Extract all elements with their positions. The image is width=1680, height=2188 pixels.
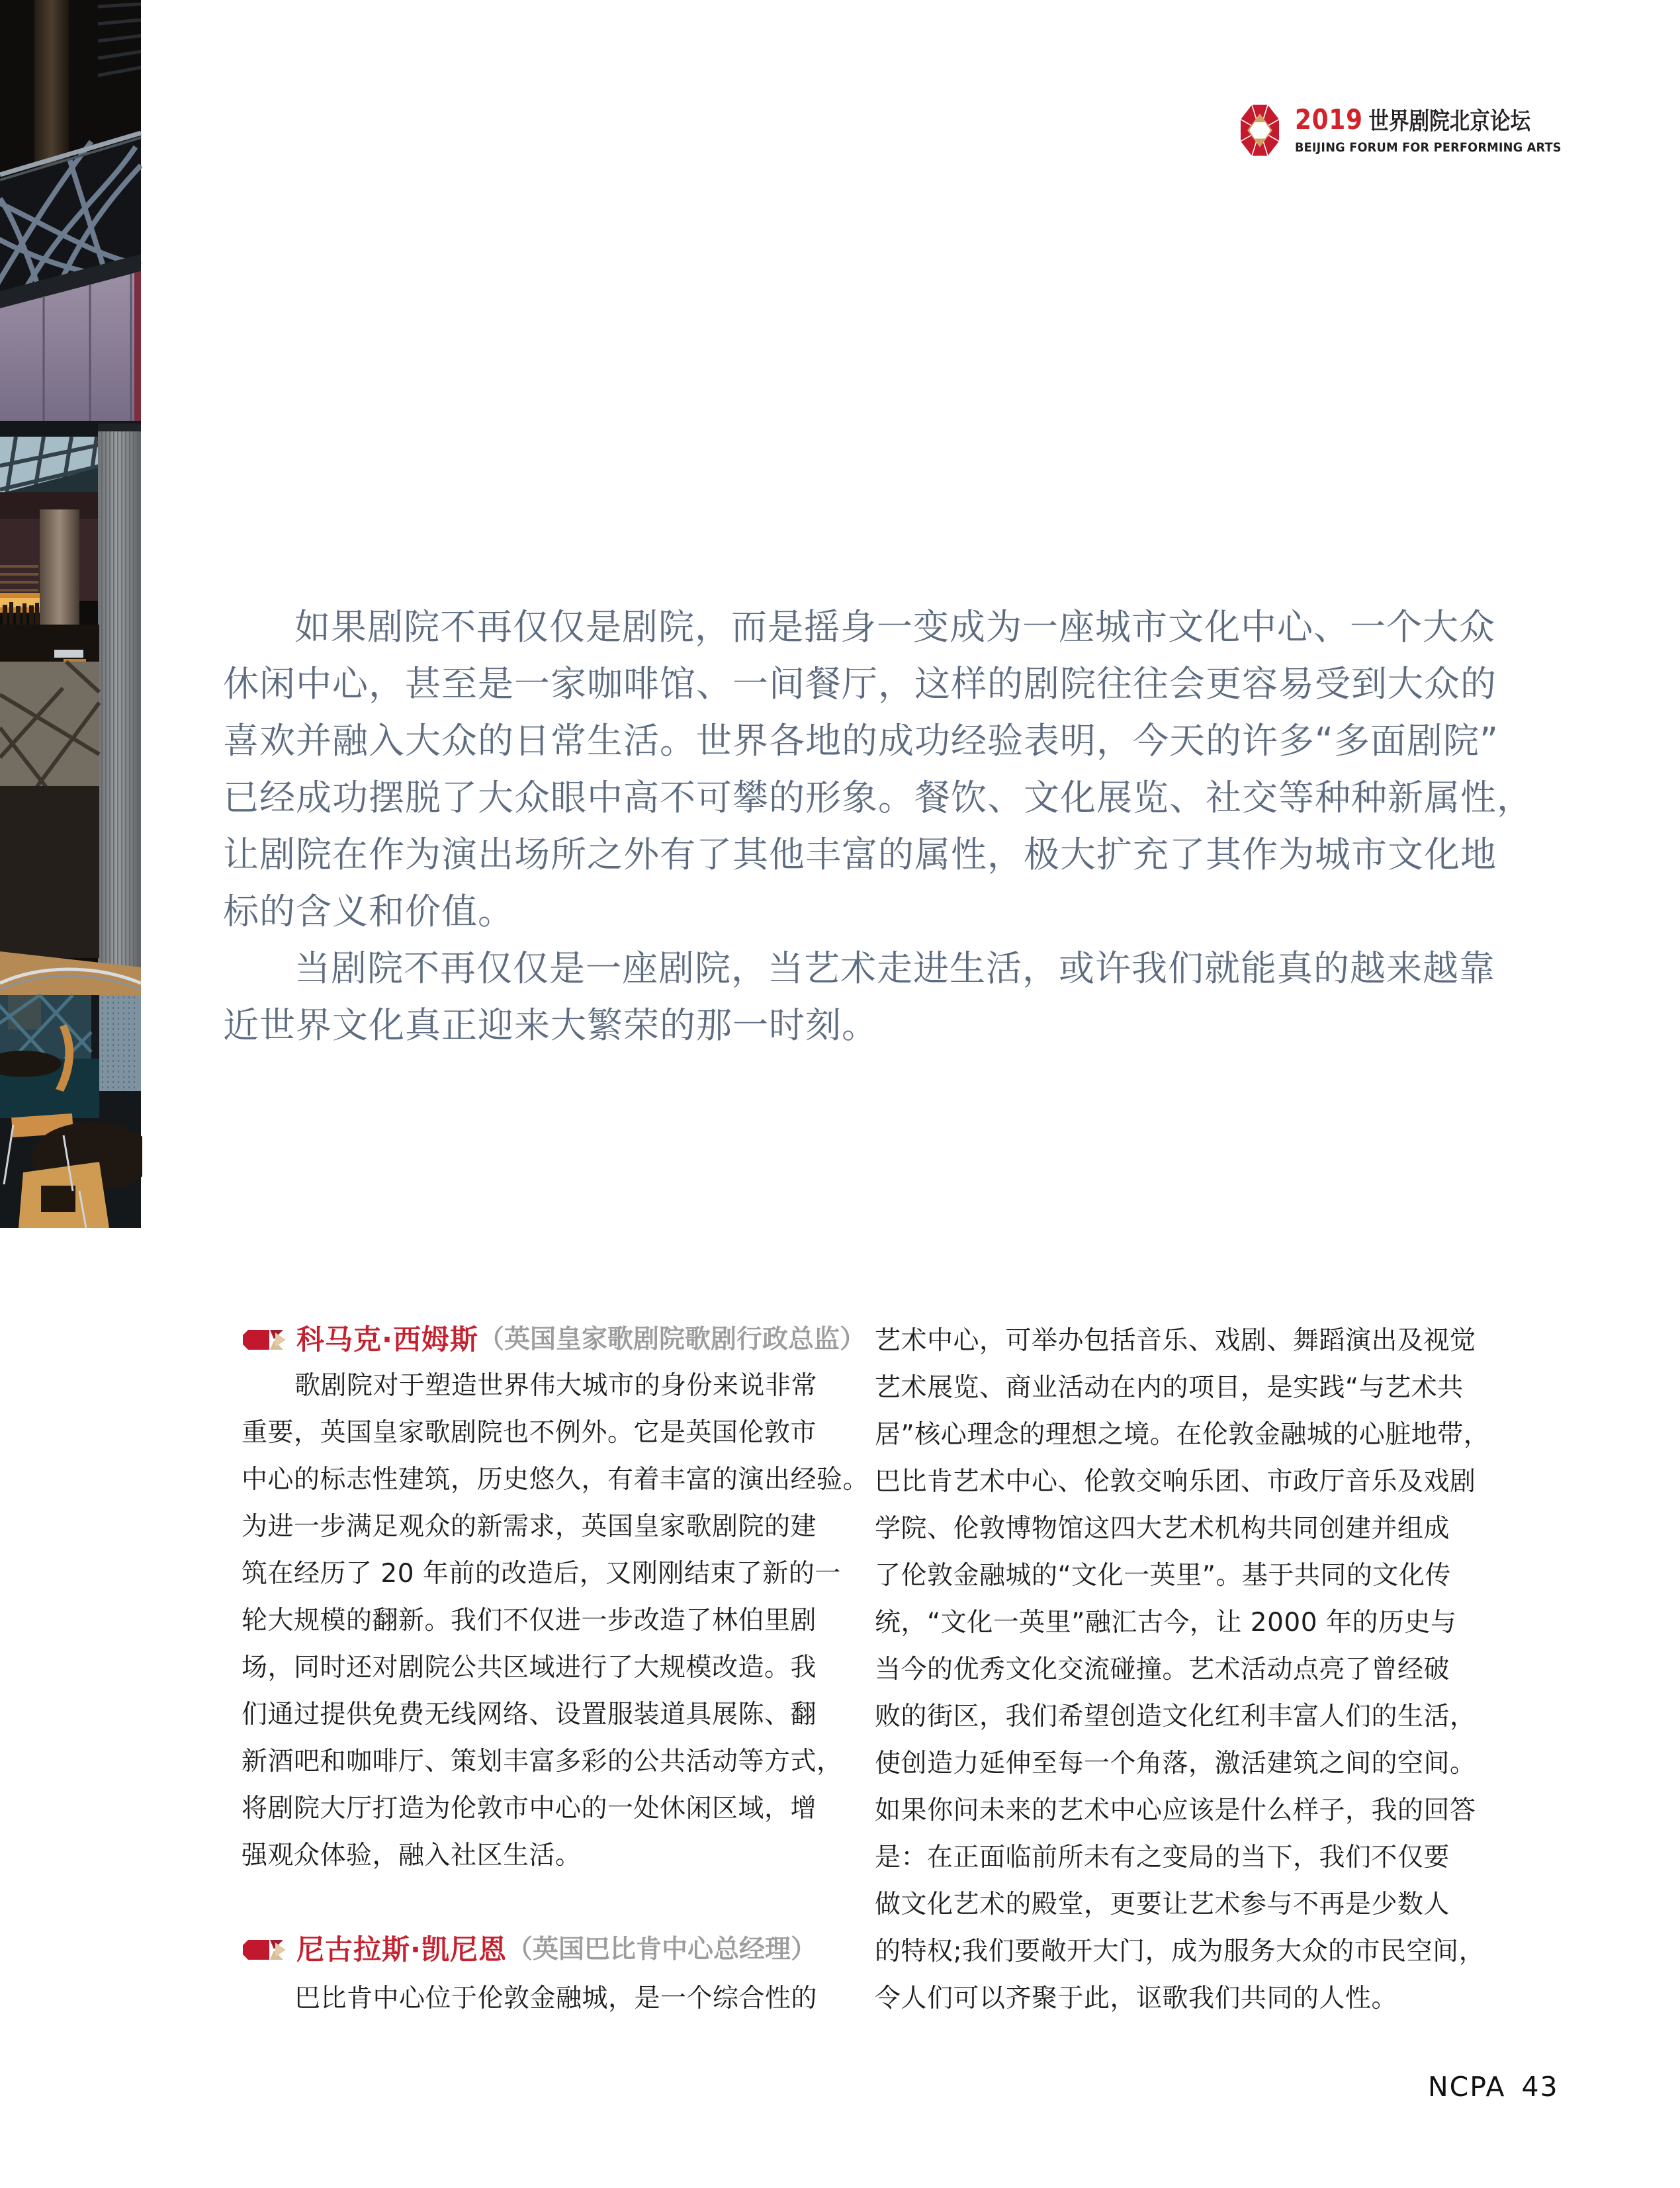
lead-paragraphs-line-8: 近世界文化真正迎来大繁荣的那一时刻。 — [223, 1004, 878, 1046]
speaker-nicholas-text-continued-line-1: 艺术中心，可举办包括音乐、戏剧、舞蹈演出及视觉 — [875, 1326, 1476, 1356]
speaker-title: （英国巴比肯中心总经理） — [506, 1935, 817, 1964]
speaker-cormac-text-line-1: 歌剧院对于塑造世界伟大城市的身份来说非常 — [294, 1371, 818, 1401]
speaker-cormac-text-line-4: 为进一步满足观众的新需求，英国皇家歌剧院的建 — [242, 1512, 817, 1542]
speaker-nicholas-text-continued — [875, 1317, 1489, 2022]
speaker-nicholas-text — [242, 1975, 817, 2022]
speaker-cormac-text-line-9: 新酒吧和咖啡厅、策划丰富多彩的公共活动等方式， — [242, 1747, 843, 1776]
speaker-bullet-icon — [243, 1330, 286, 1350]
lead-paragraphs — [223, 599, 1533, 1054]
speaker-name: 尼古拉斯·凯尼恩 — [296, 1933, 507, 1966]
forum-logo-year: 2019 — [1295, 103, 1363, 136]
speaker-name: 科马克·西姆斯 — [296, 1323, 478, 1356]
speaker-cormac-text-line-2: 重要，英国皇家歌剧院也不例外。它是英国伦敦市 — [242, 1418, 817, 1448]
speaker-nicholas-text-line-1: 巴比肯中心位于伦敦金融城，是一个综合性的 — [294, 1984, 818, 2013]
column-left — [242, 1313, 869, 2048]
speaker-nicholas-text-continued-line-9: 败的街区，我们希望创造文化红利丰富人们的生活， — [875, 1702, 1476, 1731]
speaker-nicholas-text-continued-line-10: 使创造力延伸至每一个角落，激活建筑之间的空间。 — [875, 1749, 1476, 1778]
lead-paragraphs-line-1: 如果剧院不再仅仅是剧院，而是摇身一变成为一座城市文化中心、一个大众 — [294, 606, 1495, 648]
folio-label: NCPA — [1428, 2071, 1506, 2103]
speaker-cormac-text-line-5: 筑在经历了 20 年前的改造后，又刚刚结束了新的一 — [242, 1559, 841, 1589]
speaker-nicholas-text-continued-line-3: 居”核心理念的理想之境。在伦敦金融城的心脏地带， — [875, 1420, 1490, 1450]
lead-paragraphs-line-5: 让剧院在作为演出场所之外有了其他丰富的属性，极大扩充了其作为城市文化地 — [223, 834, 1497, 875]
speaker-cormac-text-line-10: 将剧院大厅打造为伦敦市中心的一处休闲区域，增 — [242, 1794, 817, 1823]
forum-logo — [1241, 105, 1581, 156]
speaker-cormac-text-line-7: 场，同时还对剧院公共区域进行了大规模改造。我 — [242, 1653, 817, 1683]
column-right — [875, 1313, 1490, 2048]
speaker-header-cormac — [243, 1316, 865, 1363]
lead-paragraphs-line-3: 喜欢并融入大众的日常生活。世界各地的成功经验表明，今天的许多“多面剧院” — [223, 720, 1499, 762]
speaker-cormac-text-line-3: 中心的标志性建筑，历史悠久，有着丰富的演出经验。 — [242, 1465, 869, 1495]
speaker-nicholas-text-continued-line-14: 的特权;我们要敞开大门，成为服务大众的市民空间， — [875, 1937, 1485, 1966]
speaker-nicholas-text-continued-line-13: 做文化艺术的殿堂，更要让艺术参与不再是少数人 — [875, 1890, 1450, 1919]
speaker-nicholas-text-continued-line-12: 是：在正面临前所未有之变局的当下，我们不仅要 — [875, 1843, 1450, 1872]
speaker-nicholas-text-continued-line-8: 当今的优秀文化交流碰撞。艺术活动点亮了曾经破 — [875, 1655, 1450, 1685]
speaker-nicholas-text-continued-line-2: 艺术展览、商业活动在内的项目，是实践“与艺术共 — [875, 1373, 1464, 1403]
speaker-cormac-text — [242, 1362, 869, 1879]
folio-page-number: 43 — [1521, 2071, 1559, 2103]
lead-paragraphs-line-7: 当剧院不再仅仅是一座剧院，当艺术走进生活，或许我们就能真的越来越靠 — [294, 947, 1495, 989]
forum-logo-title-zh: 世界剧院北京论坛 — [1368, 108, 1531, 135]
theatre-interior-photo — [0, 0, 142, 1228]
speaker-bullet-icon — [243, 1940, 286, 1960]
lead-paragraphs-line-2: 休闲中心，甚至是一家咖啡馆、一间餐厅，这样的剧院往往会更容易受到大众的 — [223, 663, 1497, 705]
page-footer-folio — [1428, 2071, 1559, 2103]
speaker-nicholas-text-continued-line-7: 统，“文化一英里”融汇古今，让 2000 年的历史与 — [875, 1608, 1457, 1638]
speaker-cormac-text-line-8: 们通过提供免费无线网络、设置服装道具展陈、翻 — [242, 1700, 817, 1729]
lead-paragraphs-line-4: 已经成功摆脱了大众眼中高不可攀的形象。餐饮、文化展览、社交等种种新属性， — [223, 777, 1533, 818]
speaker-nicholas-text-continued-line-6: 了伦敦金融城的“文化一英里”。基于共同的文化传 — [875, 1561, 1451, 1591]
lead-paragraphs-line-6: 标的含义和价值。 — [223, 891, 514, 932]
speaker-header-nicholas — [243, 1926, 817, 1973]
speaker-title: （英国皇家歌剧院歌剧行政总监） — [478, 1325, 865, 1354]
speaker-cormac-text-line-11: 强观众体验，融入社区生活。 — [242, 1841, 582, 1870]
speaker-nicholas-text-continued-line-5: 学院、伦敦博物馆这四大艺术机构共同创建并组成 — [875, 1514, 1450, 1544]
theatre-photo-graphic — [0, 0, 142, 1228]
speaker-cormac-text-line-6: 轮大规模的翻新。我们不仅进一步改造了林伯里剧 — [242, 1606, 817, 1636]
speaker-nicholas-text-continued-line-15: 令人们可以齐聚于此，讴歌我们共同的人性。 — [875, 1984, 1398, 2013]
forum-logo-title-en: BEIJING FORUM FOR PERFORMING ARTS — [1295, 140, 1562, 155]
speaker-nicholas-text-continued-line-11: 如果你问未来的艺术中心应该是什么样子，我的回答 — [875, 1796, 1476, 1825]
speaker-nicholas-text-continued-line-4: 巴比肯艺术中心、伦敦交响乐团、市政厅音乐及戏剧 — [875, 1467, 1476, 1497]
forum-logo-title — [1295, 103, 1538, 136]
forum-logo-octagon-icon — [1241, 105, 1279, 156]
